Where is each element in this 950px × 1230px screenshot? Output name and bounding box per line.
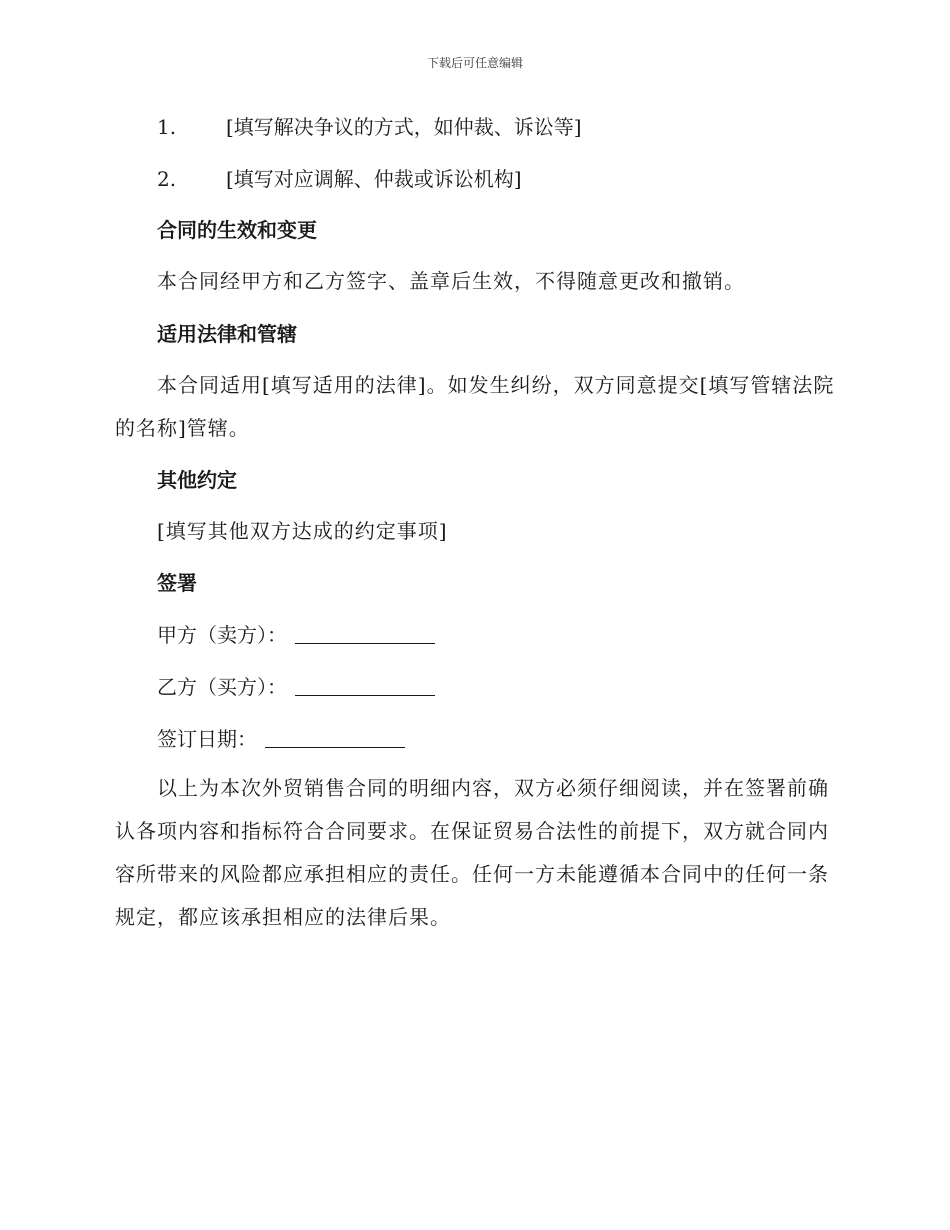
signature-row-party-b	[157, 673, 435, 701]
section-body-effect: 本合同经甲方和乙方签字、盖章后生效，不得随意更改和撤销。	[157, 269, 745, 293]
section-body-law: 本合同适用[填写适用的法律]。如发生纠纷，双方同意提交[填写管辖法院的名称]管辖。	[115, 373, 835, 440]
section-heading-effect: 合同的生效和变更	[157, 218, 317, 242]
signature-label-date: 签订日期：	[157, 727, 257, 751]
signature-label-party-b: 乙方（买方）：	[157, 675, 287, 699]
list-item-text: [填写对应调解、仲裁或诉讼机构]	[226, 167, 522, 191]
section-heading-law: 适用法律和管辖	[157, 322, 297, 346]
list-item-number: 1.	[157, 115, 177, 139]
signature-line-party-b[interactable]	[295, 675, 435, 696]
closing-paragraph: 以上为本次外贸销售合同的明细内容，双方必须仔细阅读，并在签署前确认各项内容和指标符合合同要求。在保证贸易合法性的前提下，双方就合同内容所带来的风险都应承担相应的责任。任何一方未能遵循本合同中的任何一条规定，都应该承担相应的法律后果。	[115, 776, 829, 929]
section-heading-signature: 签署	[157, 571, 197, 595]
list-item-text: [填写解决争议的方式，如仲裁、诉讼等]	[226, 115, 582, 139]
page-header: 下载后可任意编辑	[426, 56, 523, 70]
section-body-other: [填写其他双方达成的约定事项]	[157, 519, 448, 543]
signature-row-party-a	[157, 621, 435, 649]
signature-row-date	[157, 725, 405, 753]
signature-label-party-a: 甲方（卖方）：	[157, 623, 287, 647]
signature-line-date[interactable]	[265, 727, 405, 748]
signature-line-party-a[interactable]	[295, 623, 435, 644]
section-heading-other: 其他约定	[157, 468, 237, 492]
list-item-number: 2.	[157, 167, 177, 191]
